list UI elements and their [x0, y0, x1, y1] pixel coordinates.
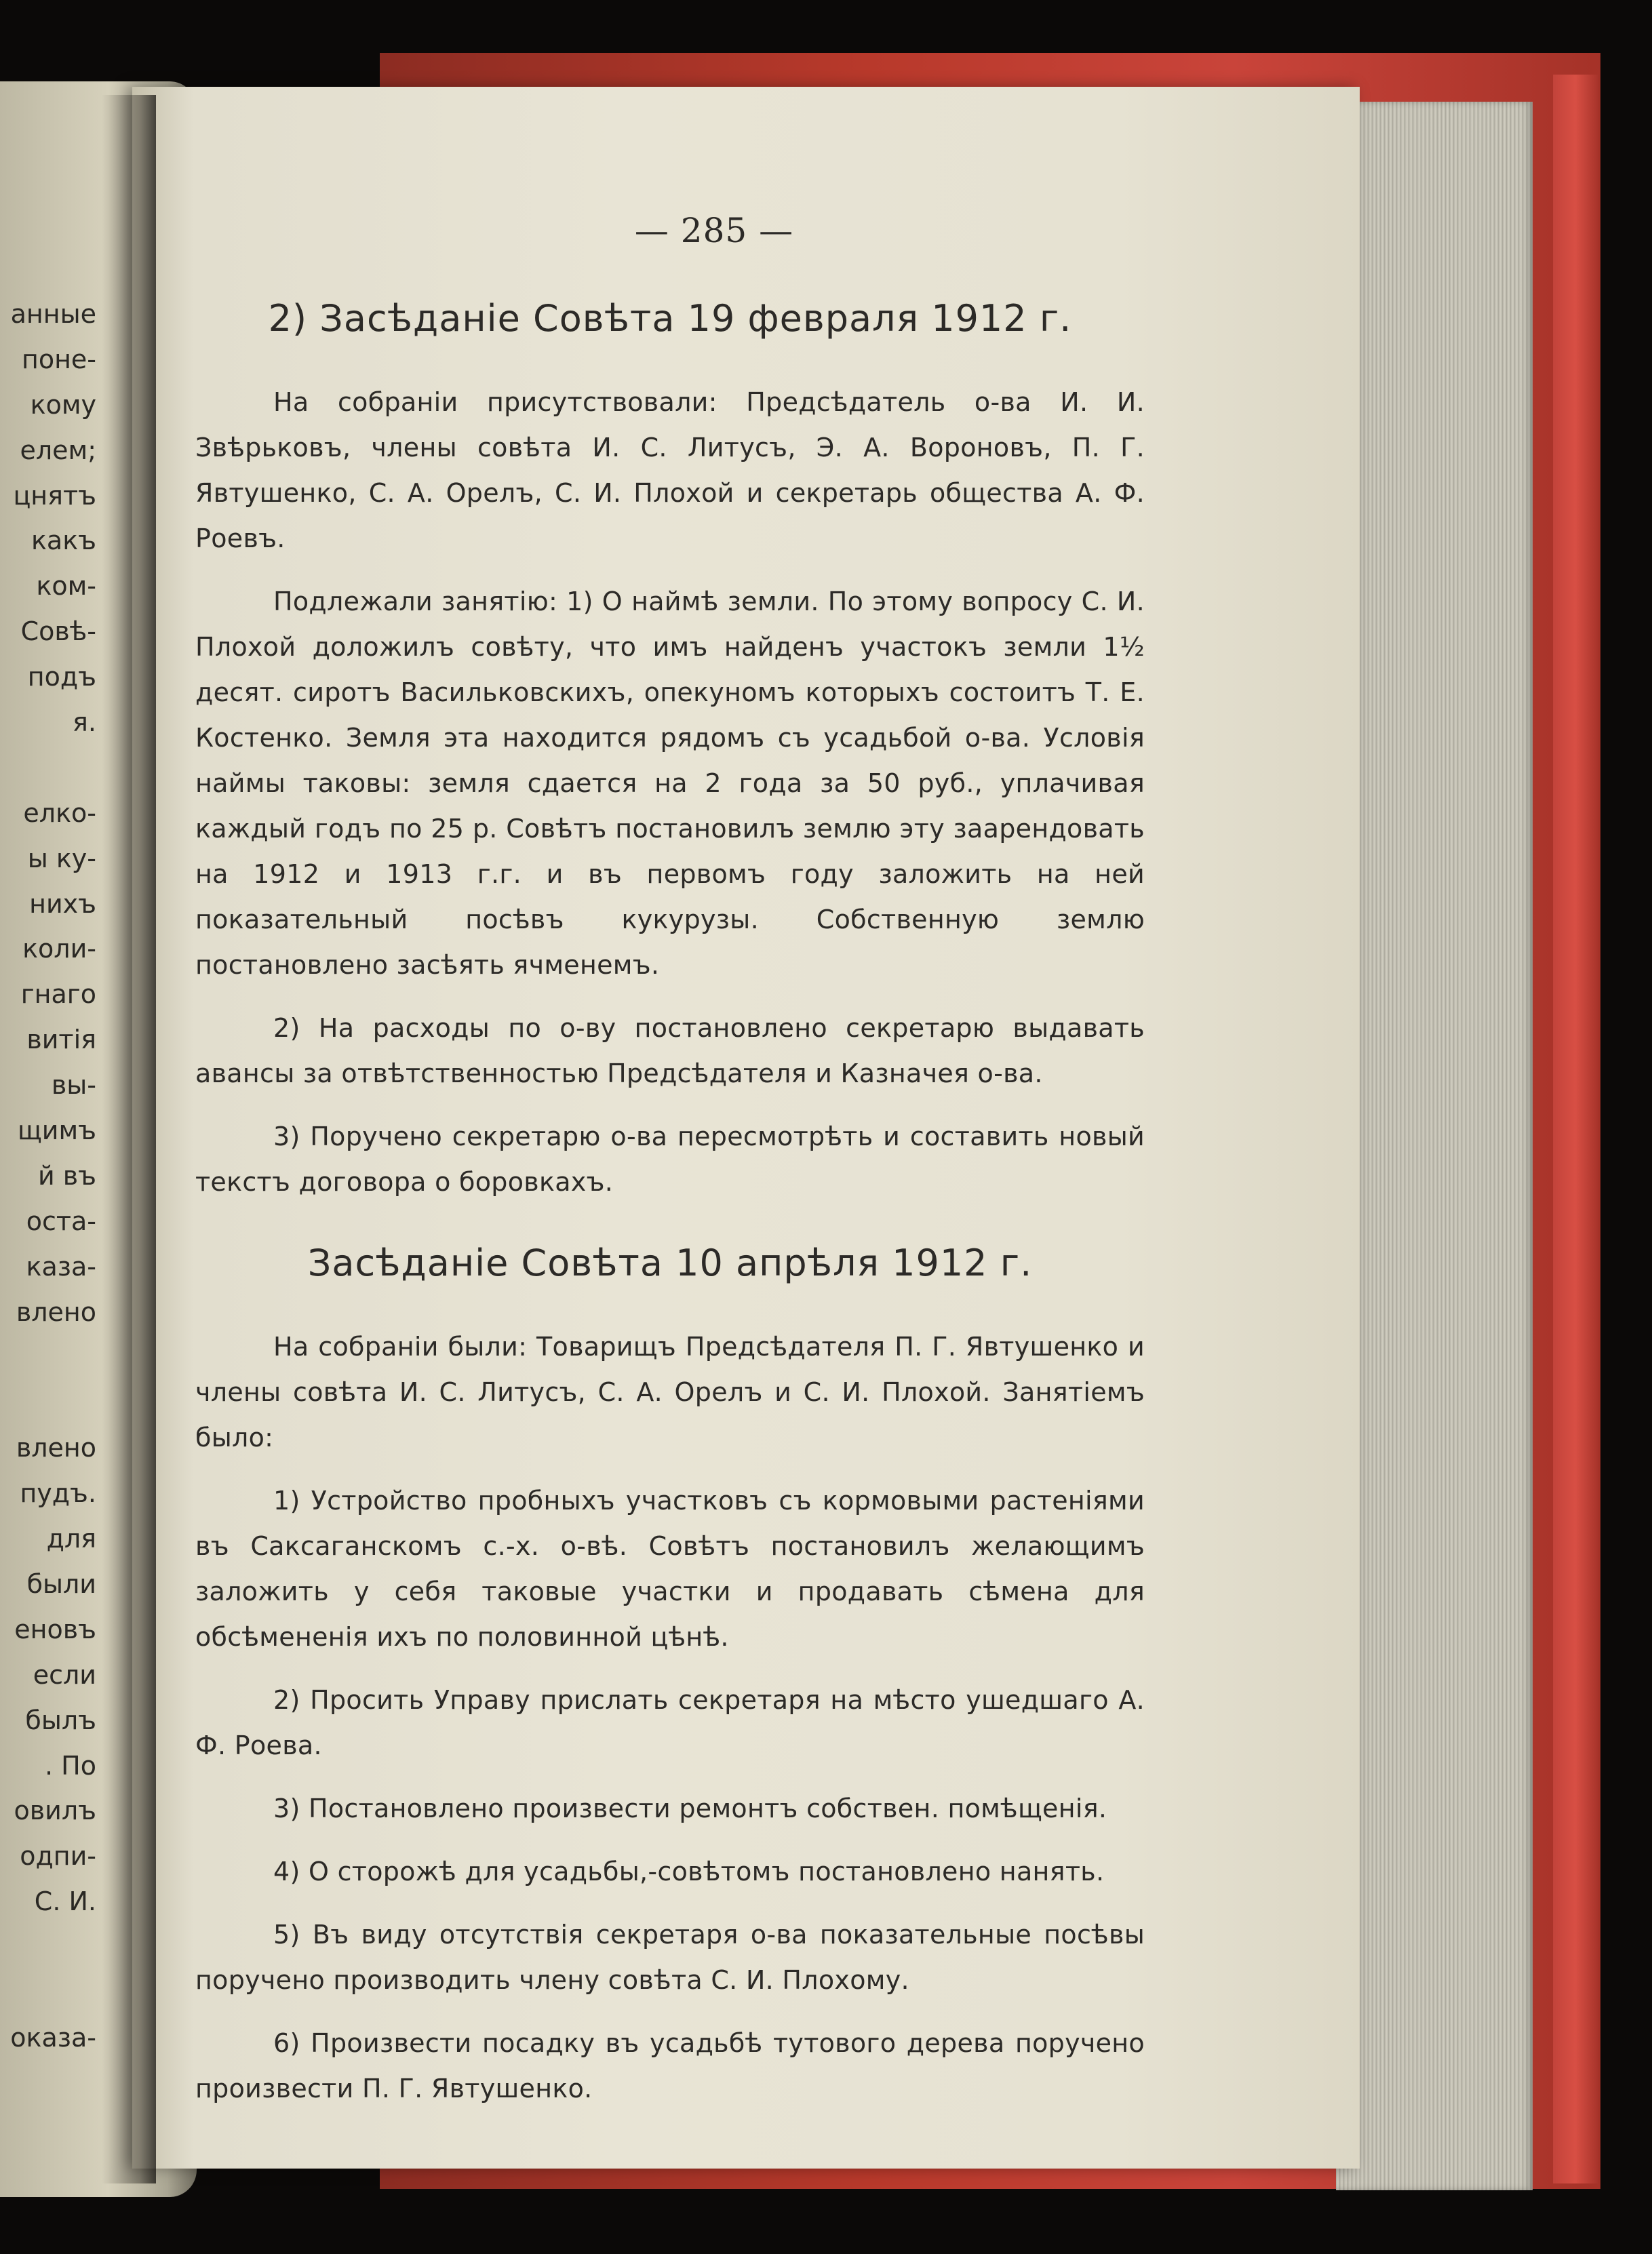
- left-page-line: щимъ: [17, 1115, 96, 1146]
- left-page-line: вы-: [51, 1070, 96, 1101]
- paragraph-expenses: 2) На расходы по о-ву постановлено секретарю выдавать авансы за отвѣтственностью Предсѣдателя и Казначея о-ва.: [195, 1013, 1145, 1088]
- left-page-line: . По: [45, 1750, 96, 1781]
- paragraph-demonstration-sowing: 5) Въ виду отсутствія секретаря о-ва показательные посѣвы поручено производить члену совѣта С. И. Плохому.: [195, 1920, 1145, 1995]
- left-page-line: кому: [30, 389, 96, 420]
- paragraph-trial-plots: 1) Устройство пробныхъ участковъ съ кормовыми растеніями въ Саксаганскомъ с.-х. о-вѣ. Совѣтъ постановилъ желающимъ заложить у себя таковые участки и продавать сѣмена для обсѣмененія ихъ по половинной цѣнѣ.: [195, 1486, 1145, 1652]
- paragraph-land-lease: Подлежали занятію: 1) О наймѣ земли. По этому вопросу С. И. Плохой доложилъ совѣту, что имъ найденъ участокъ земли 1½ десят. сиротъ Васильковскихъ, опекуномъ которыхъ состоитъ Т. Е. Костенко. Земля эта находится рядомъ съ усадьбой о-ва. Условія наймы таковы: земля сдается на 2 года за 50 руб., уплачивая каждый годъ по 25 р. Совѣтъ постановилъ землю эту заарендовать на 1912 и 1913 г.г. и въ первомъ году заложить на ней показательный посѣвъ кукурузы. Собственную землю постановлено засѣять ячменемъ.: [195, 587, 1145, 980]
- left-page-line: овилъ: [14, 1796, 96, 1826]
- section-heading-meeting-february: 2) Засѣданіе Совѣта 19 февраля 1912 г.: [268, 297, 1072, 340]
- left-page-line: подъ: [27, 662, 96, 692]
- left-page-line: цнятъ: [13, 480, 96, 511]
- left-page-line: [0, 745, 96, 791]
- left-page-line: оста-: [26, 1206, 96, 1236]
- paragraph-repair: 3) Постановлено произвести ремонтъ собствен. помѣщенія.: [273, 1794, 1107, 1823]
- left-page-line: былъ: [25, 1705, 96, 1735]
- left-page-line: для: [46, 1524, 96, 1554]
- left-page-line: поне-: [21, 344, 96, 374]
- left-page-line: й въ: [37, 1160, 96, 1191]
- left-page-line: какъ: [31, 526, 96, 556]
- left-page-line: пудъ.: [20, 1478, 96, 1509]
- left-page-line: одпи-: [20, 1841, 96, 1872]
- left-page-line: [0, 1334, 96, 1380]
- left-page-line: елко-: [23, 797, 96, 828]
- left-page-line: я.: [73, 707, 96, 738]
- paragraph-contract: 3) Поручено секретарю о-ва пересмотрѣть и составить новый текстъ договора о боровкахъ.: [195, 1122, 1145, 1197]
- cover-edge: [1553, 75, 1598, 2183]
- paragraph-secretary-request: 2) Просить Управу прислать секретаря на мѣсто ушедшаго А. Ф. Роева.: [195, 1685, 1145, 1760]
- paragraph-mulberry-planting: 6) Произвести посадку въ усадьбѣ тутового дерева поручено произвести П. Г. Явтушенко.: [195, 2028, 1145, 2103]
- left-page-line: С. И.: [34, 1886, 96, 1917]
- left-page-line: нихъ: [29, 888, 96, 919]
- page-block-edges: [1336, 102, 1533, 2190]
- page-number: — 285 —: [634, 211, 794, 250]
- left-page-line: если: [33, 1659, 96, 1690]
- left-page-line: еновъ: [14, 1614, 96, 1644]
- left-page-line: каза-: [26, 1251, 96, 1282]
- left-page-line: Совѣ-: [20, 616, 96, 647]
- left-page-line: [0, 1970, 96, 2015]
- left-page-line: влено: [16, 1297, 96, 1327]
- left-page-text-fragments: [0, 292, 96, 2061]
- section-heading-meeting-april: Засѣданіе Совѣта 10 апрѣля 1912 г.: [307, 1242, 1033, 1284]
- left-page-line: коли-: [22, 934, 96, 964]
- left-page-line: влено: [16, 1433, 96, 1463]
- left-page-line: [0, 1924, 96, 1970]
- page-text-block: [195, 203, 1145, 2112]
- paragraph-watchman: 4) О сторожѣ для усадьбы,-совѣтомъ постановлено нанять.: [273, 1857, 1105, 1886]
- left-page-line: витія: [26, 1025, 96, 1055]
- left-page-line: были: [26, 1568, 96, 1599]
- left-page-line: елем;: [20, 435, 96, 465]
- left-page-line: [0, 1380, 96, 1425]
- left-page-line: ы ку-: [27, 843, 96, 873]
- left-page-line: анные: [10, 299, 96, 329]
- left-page-line: гнаго: [20, 979, 96, 1010]
- paragraph-attendance: На собраніи присутствовали: Предсѣдатель о-ва И. И. Звѣрьковъ, члены совѣта И. С. Литусъ, Э. А. Вороновъ, П. Г. Явтушенко, С. А. Орелъ, С. И. Плохой и секретарь общества А. Ф. Роевъ.: [195, 387, 1145, 553]
- paragraph-attendance-april: На собраніи были: Товарищъ Предсѣдателя П. Г. Явтушенко и члены совѣта И. С. Литусъ, С. А. Орелъ и С. И. Плохой. Занятіемъ было:: [195, 1332, 1145, 1452]
- left-page-line: оказа-: [10, 2022, 96, 2053]
- gutter-shadow: [102, 95, 156, 2183]
- left-page-line: ком-: [36, 571, 96, 601]
